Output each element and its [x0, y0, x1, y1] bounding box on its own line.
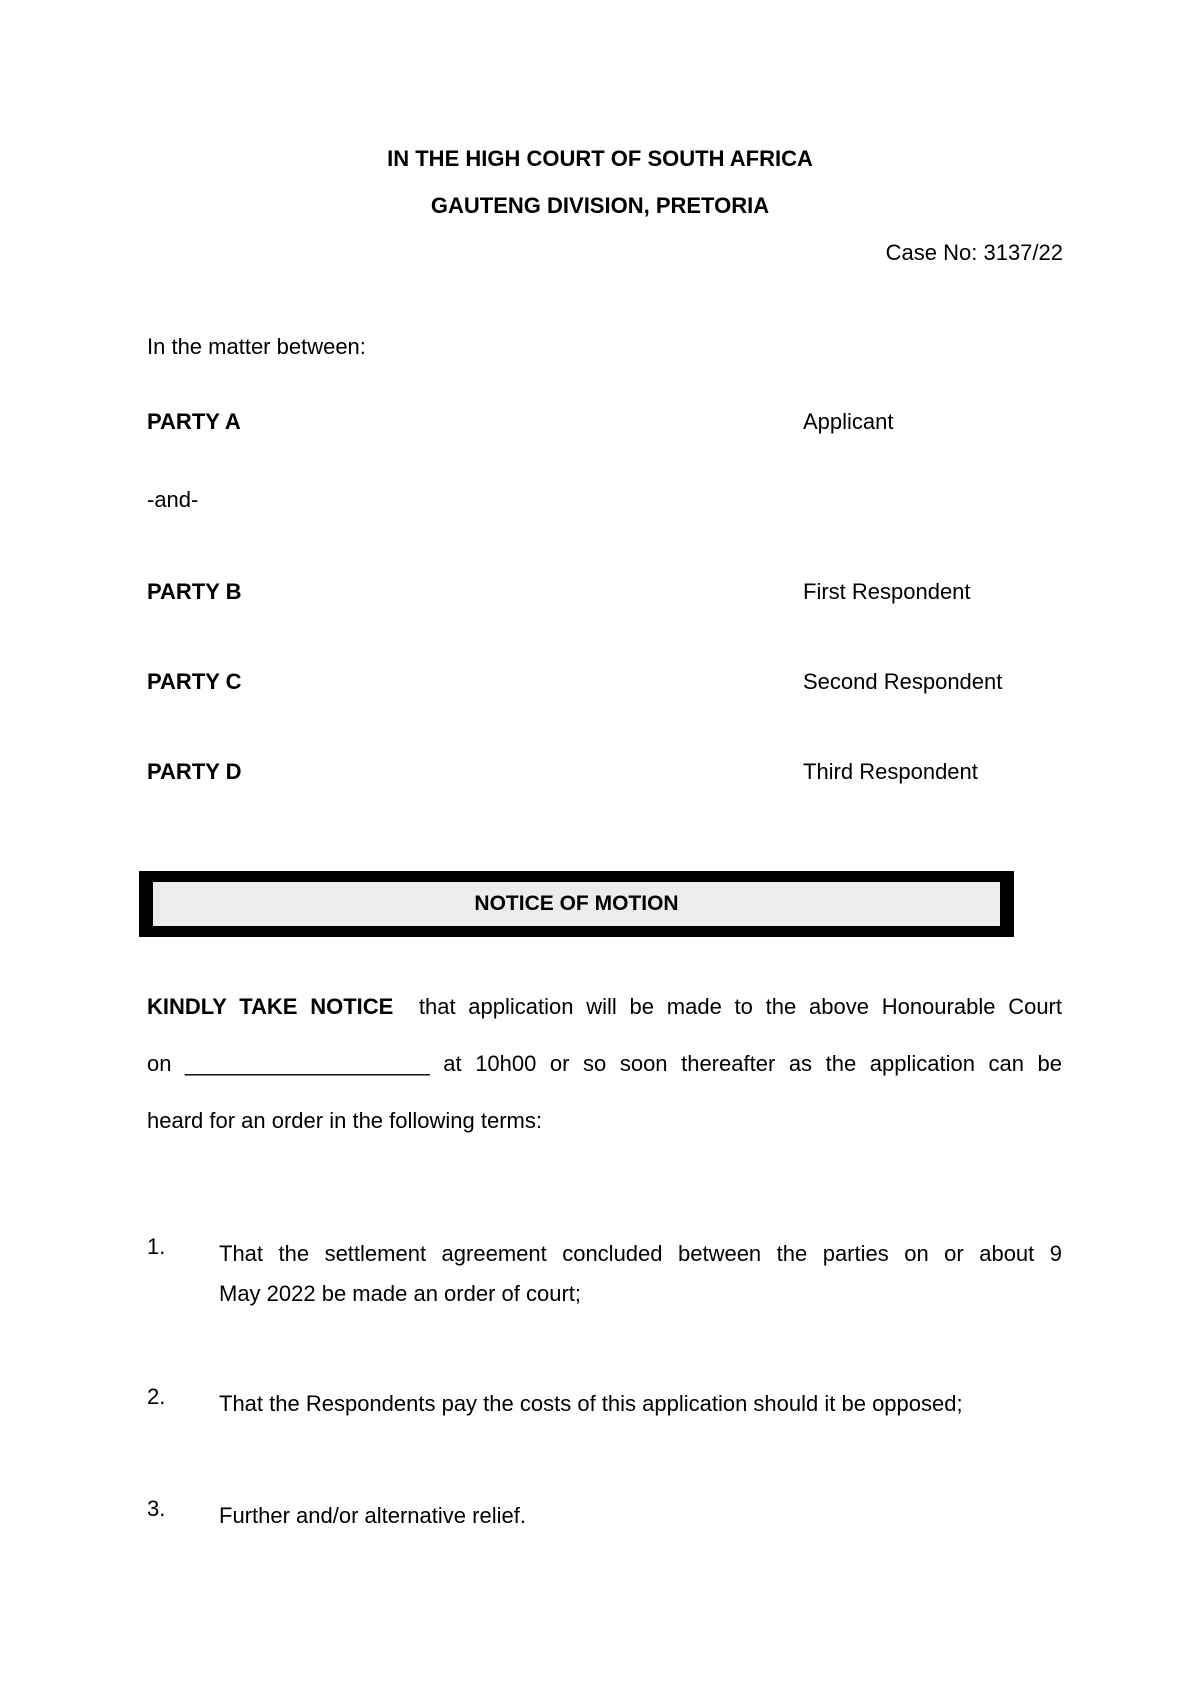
party-c-role: Second Respondent	[803, 669, 1003, 694]
party-d-name: PARTY D	[147, 759, 242, 784]
notice-line-1	[147, 978, 1062, 1035]
order-number: 3.	[147, 1496, 166, 1521]
order-text: Further and/or alternative relief.	[219, 1503, 526, 1528]
order-number: 1.	[147, 1234, 166, 1259]
notice-line-3: heard for an order in the following terms:	[147, 1108, 542, 1133]
and-separator: -and-	[147, 487, 199, 512]
case-number: Case No: 3137/22	[885, 240, 1063, 265]
court-name-heading: IN THE HIGH COURT OF SOUTH AFRICA	[387, 146, 813, 171]
party-c-name: PARTY C	[147, 669, 242, 694]
notice-title: NOTICE OF MOTION	[153, 882, 1000, 926]
order-text: That the Respondents pay the costs of this application should it be opposed;	[219, 1391, 963, 1416]
party-b-name: PARTY B	[147, 579, 242, 604]
notice-paragraph	[147, 978, 1062, 1149]
party-b-role: First Respondent	[803, 579, 971, 604]
notice-title-box	[139, 871, 1014, 937]
party-d-role: Third Respondent	[803, 759, 978, 784]
order-text-line-1: That the settlement agreement concluded between the parties on or about 9	[219, 1241, 1062, 1266]
notice-line-2: on ____________________ at 10h00 or so soon thereafter as the application can be	[147, 1051, 1062, 1076]
notice-lead: KINDLY TAKE NOTICE	[147, 994, 394, 1019]
party-a-name: PARTY A	[147, 409, 241, 434]
court-division-heading: GAUTENG DIVISION, PRETORIA	[430, 193, 770, 218]
matter-intro: In the matter between:	[147, 334, 366, 359]
order-text-line-2: May 2022 be made an order of court;	[219, 1281, 581, 1306]
party-a-role: Applicant	[803, 409, 894, 434]
order-number: 2.	[147, 1384, 166, 1409]
order-text	[219, 1234, 1062, 1314]
notice-line-1-rest: that application will be made to the above Honourable Court	[418, 994, 1062, 1019]
